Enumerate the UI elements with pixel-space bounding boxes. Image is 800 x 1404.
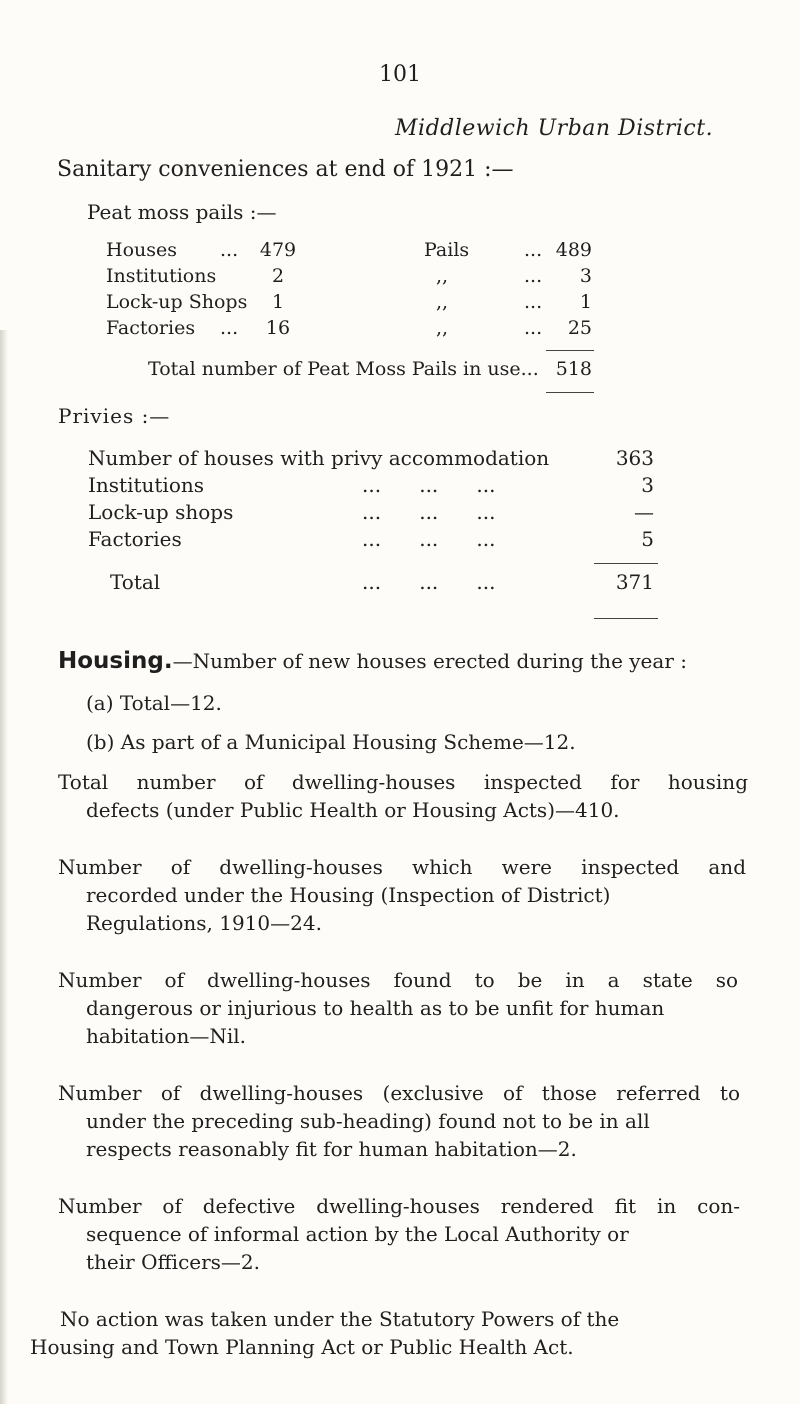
page-number: 101	[379, 62, 421, 87]
housing-intro: —Number of new houses erected during the year :	[172, 649, 687, 673]
peat-label: Lock-up Shops	[106, 291, 248, 313]
peat-count: 16	[265, 317, 291, 339]
paragraph-line: Number of dwelling-houses found to be in a state so	[58, 968, 738, 992]
housing-paragraph	[58, 1079, 740, 1163]
peat-unit: ,,	[436, 317, 449, 339]
district-title: Middlewich Urban District.	[395, 116, 714, 141]
privy-dots: ... ... ...	[362, 473, 496, 497]
housing-item-b: (b) As part of a Municipal Housing Scheme—12.	[86, 730, 576, 754]
section-heading: Sanitary conveniences at end of 1921 :—	[57, 157, 514, 182]
privy-total-label: Total	[110, 570, 161, 594]
paragraph-line: Total number of dwelling-houses inspected for housing	[58, 770, 748, 794]
paragraph-line: Regulations, 1910—24.	[86, 911, 322, 935]
peat-label: Houses	[106, 239, 177, 261]
housing-paragraph	[58, 768, 748, 824]
paragraph-line: No action was taken under the Statutory Powers of the	[60, 1307, 620, 1331]
peat-unit: ,,	[436, 265, 449, 287]
peat-unit: ,,	[436, 291, 449, 313]
peat-total-label: Total number of Peat Moss Pails in use...	[148, 358, 539, 380]
privy-total-value: 371	[615, 570, 654, 594]
peat-subheading: Peat moss pails :—	[87, 200, 277, 224]
housing-paragraph	[30, 1305, 742, 1361]
privy-dots: ... ... ...	[362, 500, 496, 524]
paragraph-line: Number of dwelling-houses which were inspected and	[58, 855, 746, 879]
privy-label: Institutions	[88, 473, 205, 497]
peat-count: 2	[271, 265, 285, 287]
paragraph-line: Number of defective dwelling-houses rendered fit in con-	[58, 1194, 740, 1218]
housing-title: Housing.	[58, 648, 173, 674]
paragraph-line: their Officers—2.	[86, 1250, 261, 1274]
paragraph-line: habitation—Nil.	[86, 1024, 246, 1048]
privy-label: Number of houses with privy accommodation	[88, 446, 550, 470]
privy-dots: ... ... ...	[362, 527, 496, 551]
peat-pails: 1	[579, 291, 592, 313]
peat-unit: Pails	[424, 239, 470, 261]
privies-subheading: Privies :—	[58, 404, 171, 428]
paragraph-line: Housing and Town Planning Act or Public Health Act.	[30, 1335, 574, 1359]
peat-pails: 489	[555, 239, 592, 261]
housing-paragraph	[58, 1192, 740, 1276]
rule	[546, 392, 594, 393]
paragraph-line: defects (under Public Health or Housing Acts)—410.	[86, 798, 620, 822]
privy-value: 5	[641, 527, 654, 551]
peat-dots: ...	[524, 291, 543, 313]
paragraph-line: respects reasonably fit for human habitation—2.	[86, 1137, 577, 1161]
privy-dots: ... ... ...	[362, 570, 496, 594]
housing-heading	[58, 648, 687, 674]
peat-count: 1	[271, 291, 285, 313]
peat-dots: ...	[524, 317, 543, 339]
privy-value: —	[634, 500, 654, 524]
rule	[594, 618, 658, 619]
peat-label: Factories	[106, 317, 196, 339]
rule	[594, 563, 658, 564]
paragraph-line: recorded under the Housing (Inspection of District)	[86, 883, 611, 907]
peat-dots: ...	[524, 265, 543, 287]
paragraph-line: dangerous or injurious to health as to be unfit for human	[86, 996, 665, 1020]
peat-count: 479	[259, 239, 297, 261]
paragraph-line: Number of dwelling-houses (exclusive of those referred to	[58, 1081, 740, 1105]
housing-paragraph	[58, 853, 746, 937]
privy-label: Factories	[88, 527, 182, 551]
peat-dots: ...	[220, 317, 239, 339]
privy-value: 363	[615, 446, 654, 470]
housing-item-a: (a) Total—12.	[86, 691, 222, 715]
privy-value: 3	[641, 473, 654, 497]
paragraph-line: under the preceding sub-heading) found not to be in all	[86, 1109, 650, 1133]
housing-paragraph	[58, 966, 738, 1050]
peat-label: Institutions	[106, 265, 217, 287]
rule	[546, 350, 594, 351]
peat-pails: 25	[567, 317, 592, 339]
privy-label: Lock-up shops	[88, 500, 234, 524]
peat-pails: 3	[579, 265, 592, 287]
page-edge-shadow	[0, 330, 8, 1404]
peat-dots: ...	[524, 239, 543, 261]
peat-dots: ...	[220, 239, 239, 261]
paragraph-line: sequence of informal action by the Local Authority or	[86, 1222, 629, 1246]
peat-total-value: 518	[555, 358, 592, 380]
